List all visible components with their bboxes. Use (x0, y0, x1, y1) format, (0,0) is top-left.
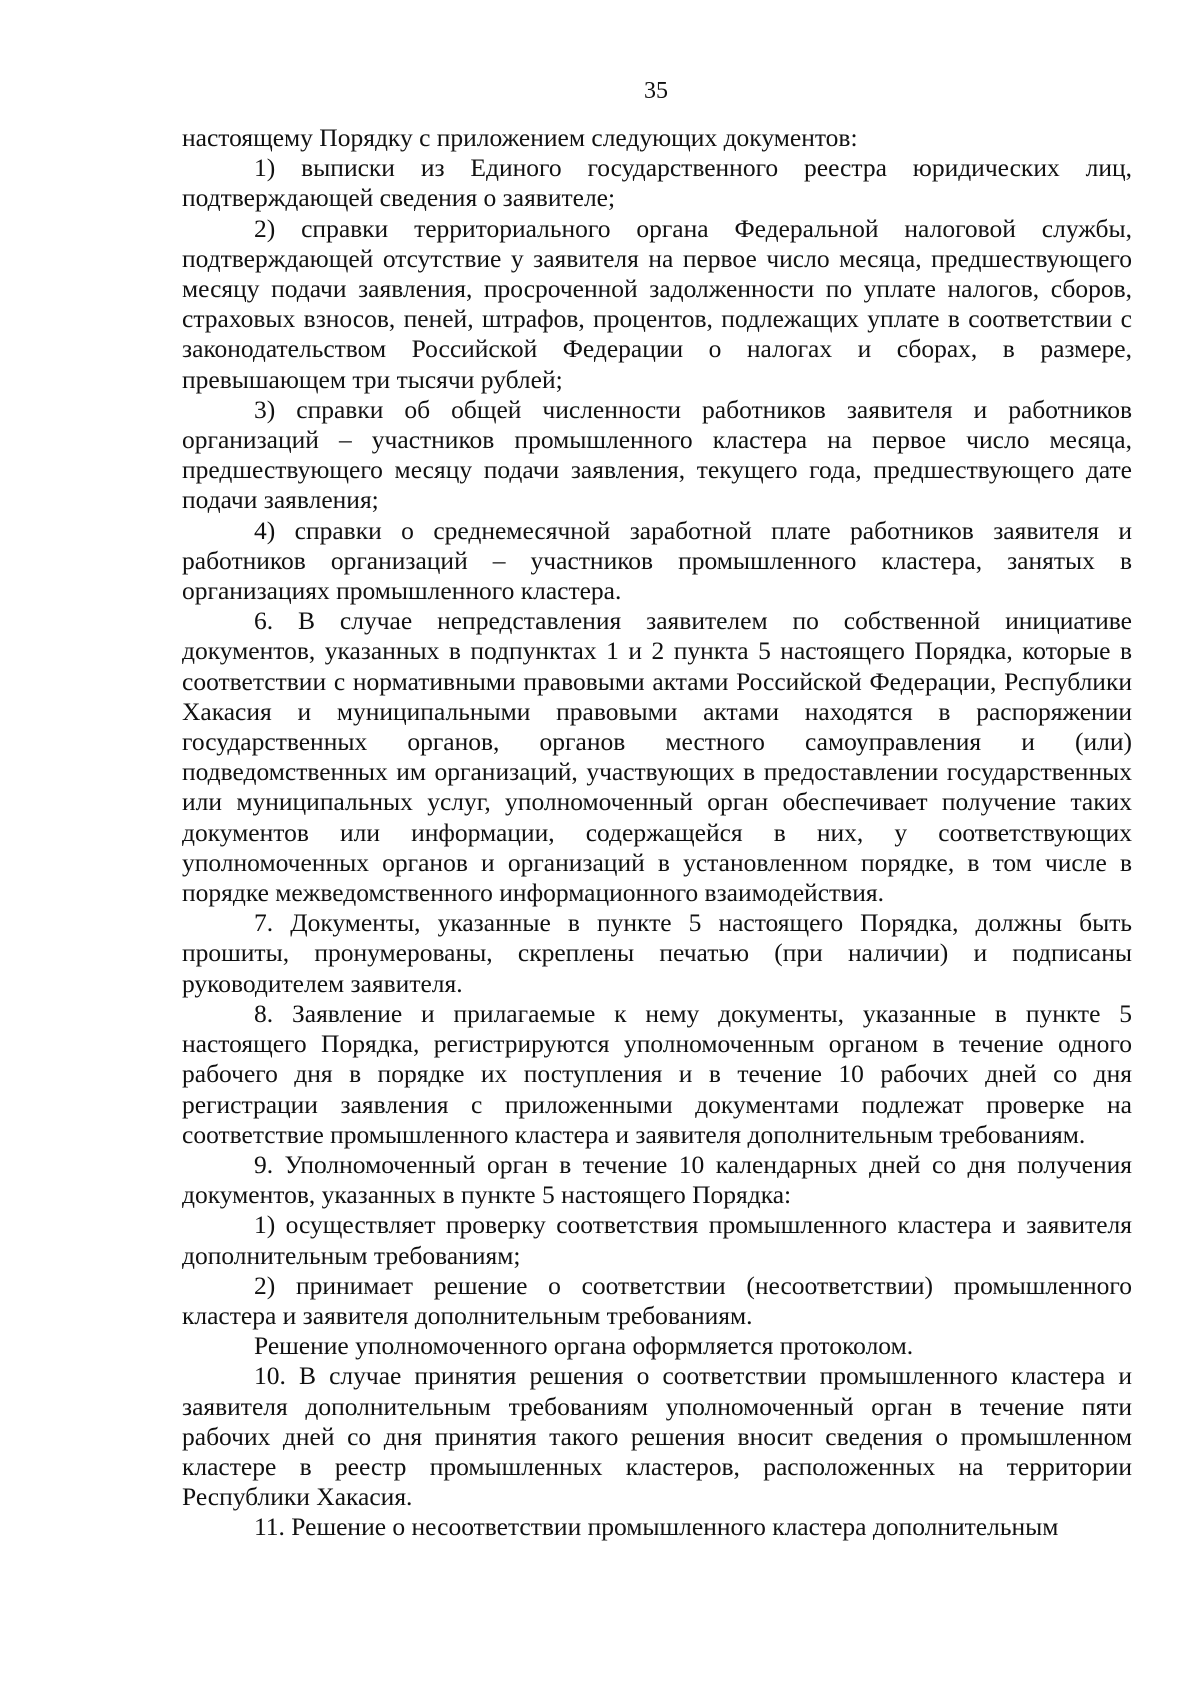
paragraph-item-4-average-salary: 4) справки о среднемесячной заработной плате работников заявителя и работников организаций – участников промышленного кластера, занятых в организациях промышленного кластера. (182, 515, 1132, 606)
paragraph-section-8: 8. Заявление и прилагаемые к нему документы, указанные в пункте 5 настоящего Порядка, регистрируются уполномоченным органом в течение одного рабочего дня в порядке их поступления и в течение 10 рабочих дней со дня регистрации заявления с приложенными документами подлежат проверке на соответствие промышленного кластера и заявителя дополнительным требованиям. (182, 998, 1132, 1149)
paragraph-section-6: 6. В случае непредставления заявителем по собственной инициативе документов, указанных в подпунктах 1 и 2 пункта 5 настоящего Порядка, которые в соответствии с нормативными правовыми актами Российской Федерации, Республики Хакасия и муниципальными правовыми актами находятся в распоряжении государственных органов, органов местного самоуправления и (или) подведомственных им организаций, участвующих в предоставлении государственных или муниципальных услуг, уполномоченный орган обеспечивает получение таких документов или информации, содержащейся в них, у соответствующих уполномоченных органов и организаций в установленном порядке, в том числе в порядке межведомственного информационного взаимодействия. (182, 606, 1132, 908)
paragraph-section-7: 7. Документы, указанные в пункте 5 настоящего Порядка, должны быть прошиты, пронумерованы, скреплены печатью (при наличии) и подписаны руководителем заявителя. (182, 908, 1132, 998)
paragraph-item-2-tax-certificate: 2) справки территориального органа Федеральной налоговой службы, подтверждающей отсутствие у заявителя на первое число месяца, предшествующего месяцу подачи заявления, просроченной задолженности по уплате налогов, сборов, страховых взносов, пеней, штрафов, процентов, подлежащих уплате в соответствии с законодательством Российской Федерации о налогах и сборах, в размере, превышающем три тысячи рублей; (182, 213, 1132, 394)
document-body (182, 123, 1132, 1543)
paragraph-section-9-item-1: 1) осуществляет проверку соответствия промышленного кластера и заявителя дополнительным требованиям; (182, 1210, 1132, 1270)
paragraph-continuation: настоящему Порядку с приложением следующих документов: (182, 123, 858, 152)
paragraph-section-9: 9. Уполномоченный орган в течение 10 календарных дней со дня получения документов, указанных в пункте 5 настоящего Порядка: (182, 1149, 1132, 1210)
paragraph-section-11: 11. Решение о несоответствии промышленного кластера дополнительным (254, 1512, 1059, 1542)
paragraph-section-10: 10. В случае принятия решения о соответствии промышленного кластера и заявителя дополнительным требованиям уполномоченный орган в течение пяти рабочих дней со дня принятия такого решения вносит сведения о промышленном кластере в реестр промышленных кластеров, расположенных на территории Республики Хакасия. (182, 1361, 1132, 1512)
paragraph-protocol-note: Решение уполномоченного органа оформляется протоколом. (254, 1331, 914, 1361)
page-number: 35 (644, 78, 668, 104)
paragraph-section-9-item-2: 2) принимает решение о соответствии (несоответствии) промышленного кластера и заявителя дополнительным требованиям. (182, 1270, 1132, 1330)
paragraph-item-1-egrul-extract: 1) выписки из Единого государственного реестра юридических лиц, подтверждающей сведения о заявителе; (182, 153, 1132, 213)
paragraph-item-3-employee-count: 3) справки об общей численности работников заявителя и работников организаций – участников промышленного кластера на первое число месяца, предшествующего месяцу подачи заявления, текущего года, предшествующего дате подачи заявления; (182, 394, 1132, 515)
